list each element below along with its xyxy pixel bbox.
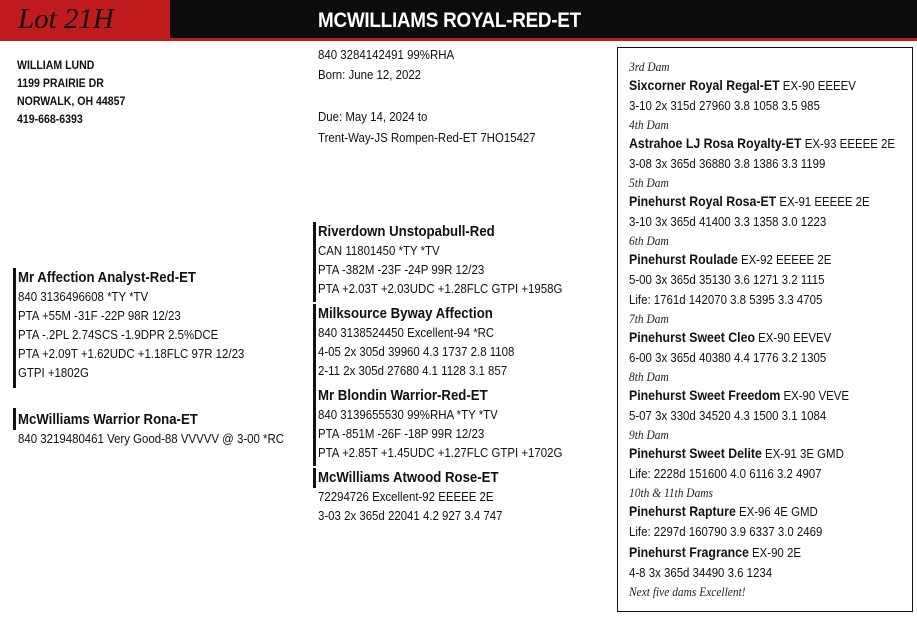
ancestor-name: Pinehurst Sweet Freedom <box>629 387 781 403</box>
birth-date: Born: June 12, 2022 <box>318 67 422 82</box>
dam-dam-line: 3-03 2x 365d 22041 4.2 927 3.4 747 <box>318 508 503 523</box>
lifetime-record: Life: 2297d 160790 3.9 6337 3.0 2469 <box>629 524 823 539</box>
ancestor-classification: EX-96 4E GMD <box>735 504 818 519</box>
service-sire: Trent-Way-JS Rompen-Red-ET 7HO15427 <box>318 130 536 145</box>
ancestor-dam <box>629 133 895 154</box>
sire-sire-line: PTA -382M -23F -24P 99R 12/23 <box>318 262 485 277</box>
production-record: 3-10 3x 365d 41400 3.3 1358 3.0 1223 <box>629 214 827 229</box>
dam-dam-block <box>318 468 502 525</box>
dam-dam-line: 72294726 Excellent-92 EEEEE 2E <box>318 489 494 504</box>
sire-sire-line: CAN 11801450 *TY *TV <box>318 243 440 258</box>
sire-line: PTA +55M -31F -22P 98R 12/23 <box>18 308 181 323</box>
dam-dam-name: McWilliams Atwood Rose-ET <box>318 469 499 486</box>
sire-line: PTA +2.09T +1.62UDC +1.18FLC 97R 12/23 <box>18 346 245 361</box>
ancestor-classification: EX-92 EEEEE 2E <box>737 252 832 267</box>
ancestor-name: Pinehurst Rapture <box>629 503 736 519</box>
dam-bracket <box>13 408 16 430</box>
consignor-block <box>17 56 125 128</box>
due-date: Due: May 14, 2024 to <box>318 109 428 124</box>
consignor-name: WILLIAM LUND <box>17 58 95 72</box>
dam-sire-bracket <box>313 386 316 466</box>
sire-name: Mr Affection Analyst-Red-ET <box>18 269 196 286</box>
due-block <box>318 106 536 148</box>
ancestor-name: Astrahoe LJ Rosa Royalty-ET <box>629 135 802 151</box>
ancestor-classification: EX-93 EEEEE 2E <box>801 136 896 151</box>
production-record: 3-10 2x 315d 27960 3.8 1058 3.5 985 <box>629 98 820 113</box>
sire-bracket <box>13 268 16 388</box>
ancestor-dam <box>629 191 895 212</box>
registration-id: 840 3284142491 99%RHA <box>318 47 455 62</box>
ancestor-classification: EX-90 EEVEV <box>754 330 832 345</box>
ancestor-name: Pinehurst Royal Rosa-ET <box>629 193 777 209</box>
ancestor-classification: EX-90 2E <box>748 545 801 560</box>
ancestor-classification: EX-91 EEEEE 2E <box>776 194 870 209</box>
dam-sire-name: Mr Blondin Warrior-Red-ET <box>318 387 488 404</box>
ancestor-dam <box>629 75 895 96</box>
dam-dam-bracket <box>313 468 316 488</box>
consignor-address: 1199 PRAIRIE DR <box>17 76 104 90</box>
production-record: 5-00 3x 365d 35130 3.6 1271 3.2 1115 <box>629 272 825 287</box>
ancestor-name: Pinehurst Sweet Delite <box>629 445 762 461</box>
ancestor-name: Sixcorner Royal Regal-ET <box>629 77 780 93</box>
sire-sire-bracket <box>313 222 316 302</box>
dam-sire-block <box>318 386 562 462</box>
ancestor-classification: EX-91 3E GMD <box>761 446 844 461</box>
ancestor-classification: EX-90 VEVE <box>780 388 849 403</box>
sire-line: PTA -.2PL 2.74SCS -1.9DPR 2.5%DCE <box>18 327 219 342</box>
lot-number: Lot 21H <box>18 3 114 35</box>
sire-sire-name: Riverdown Unstopabull-Red <box>318 223 495 240</box>
consignor-city: NORWALK, OH 44857 <box>17 94 126 108</box>
animal-name: MCWILLIAMS ROYAL-RED-ET <box>318 9 581 32</box>
sire-sire-block <box>318 222 562 298</box>
ancestor-dam <box>629 501 895 522</box>
dam-line: 840 3219480461 Very Good-88 VVVVV @ 3-00 *RC <box>18 431 285 446</box>
production-record: 3-08 3x 365d 36880 3.8 1386 3.3 1199 <box>629 156 826 171</box>
dam-sire-line: PTA +2.85T +1.45UDC +1.27FLC GTPI +1702G <box>318 445 563 460</box>
ancestor-dam <box>629 443 895 464</box>
lifetime-record: Life: 2228d 151600 4.0 6116 3.2 4907 <box>629 466 822 481</box>
ancestor-dam <box>629 385 895 406</box>
sire-dam-line: 2-11 2x 305d 27680 4.1 1128 3.1 857 <box>318 363 508 378</box>
dam-generation: 9th Dam <box>629 427 669 442</box>
dam-sire-line: 840 3139655530 99%RHA *TY *TV <box>318 407 498 422</box>
dam-generation: 3rd Dam <box>629 59 670 74</box>
registration-block <box>318 45 454 85</box>
production-record: 4-8 3x 365d 34490 3.6 1234 <box>629 565 773 580</box>
sire-dam-bracket <box>313 304 316 386</box>
production-record: 5-07 3x 330d 34520 4.3 1500 3.1 1084 <box>629 408 827 423</box>
sire-dam-name: Milksource Byway Affection <box>318 305 493 322</box>
sire-dam-block <box>318 304 514 380</box>
ancestor-name: Pinehurst Sweet Cleo <box>629 329 755 345</box>
dam-name: McWilliams Warrior Rona-ET <box>18 411 198 428</box>
dams-footer-note: Next five dams Excellent! <box>629 584 746 599</box>
dam-sire-line: PTA -851M -26F -18P 99R 12/23 <box>318 426 485 441</box>
ancestor-dam <box>629 542 895 563</box>
dam-generation: 5th Dam <box>629 175 669 190</box>
sire-block <box>18 268 244 382</box>
dam-generation: 10th & 11th Dams <box>629 485 714 500</box>
dam-generation: 8th Dam <box>629 369 669 384</box>
ancestor-name: Pinehurst Roulade <box>629 251 738 267</box>
sire-line: GTPI +1802G <box>18 365 89 380</box>
sire-dam-line: 840 3138524450 Excellent-94 *RC <box>318 325 495 340</box>
sire-line: 840 3136496608 *TY *TV <box>18 289 149 304</box>
ancestor-dam <box>629 249 895 270</box>
dam-generation: 7th Dam <box>629 311 669 326</box>
sire-sire-line: PTA +2.03T +2.03UDC +1.28FLC GTPI +1958G <box>318 281 563 296</box>
sire-dam-line: 4-05 2x 305d 39960 4.3 1737 2.8 1108 <box>318 344 515 359</box>
dam-block <box>18 410 284 448</box>
consignor-phone: 419-668-6393 <box>17 112 83 126</box>
dam-generation: 4th Dam <box>629 117 669 132</box>
dam-generation: 6th Dam <box>629 233 669 248</box>
ancestor-dam <box>629 327 895 348</box>
ancestor-name: Pinehurst Fragrance <box>629 544 749 560</box>
ancestor-classification: EX-90 EEEEV <box>779 78 856 93</box>
production-record: 6-00 3x 365d 40380 4.4 1776 3.2 1305 <box>629 350 827 365</box>
female-line-list <box>629 58 895 600</box>
lifetime-record: Life: 1761d 142070 3.8 5395 3.3 4705 <box>629 292 823 307</box>
